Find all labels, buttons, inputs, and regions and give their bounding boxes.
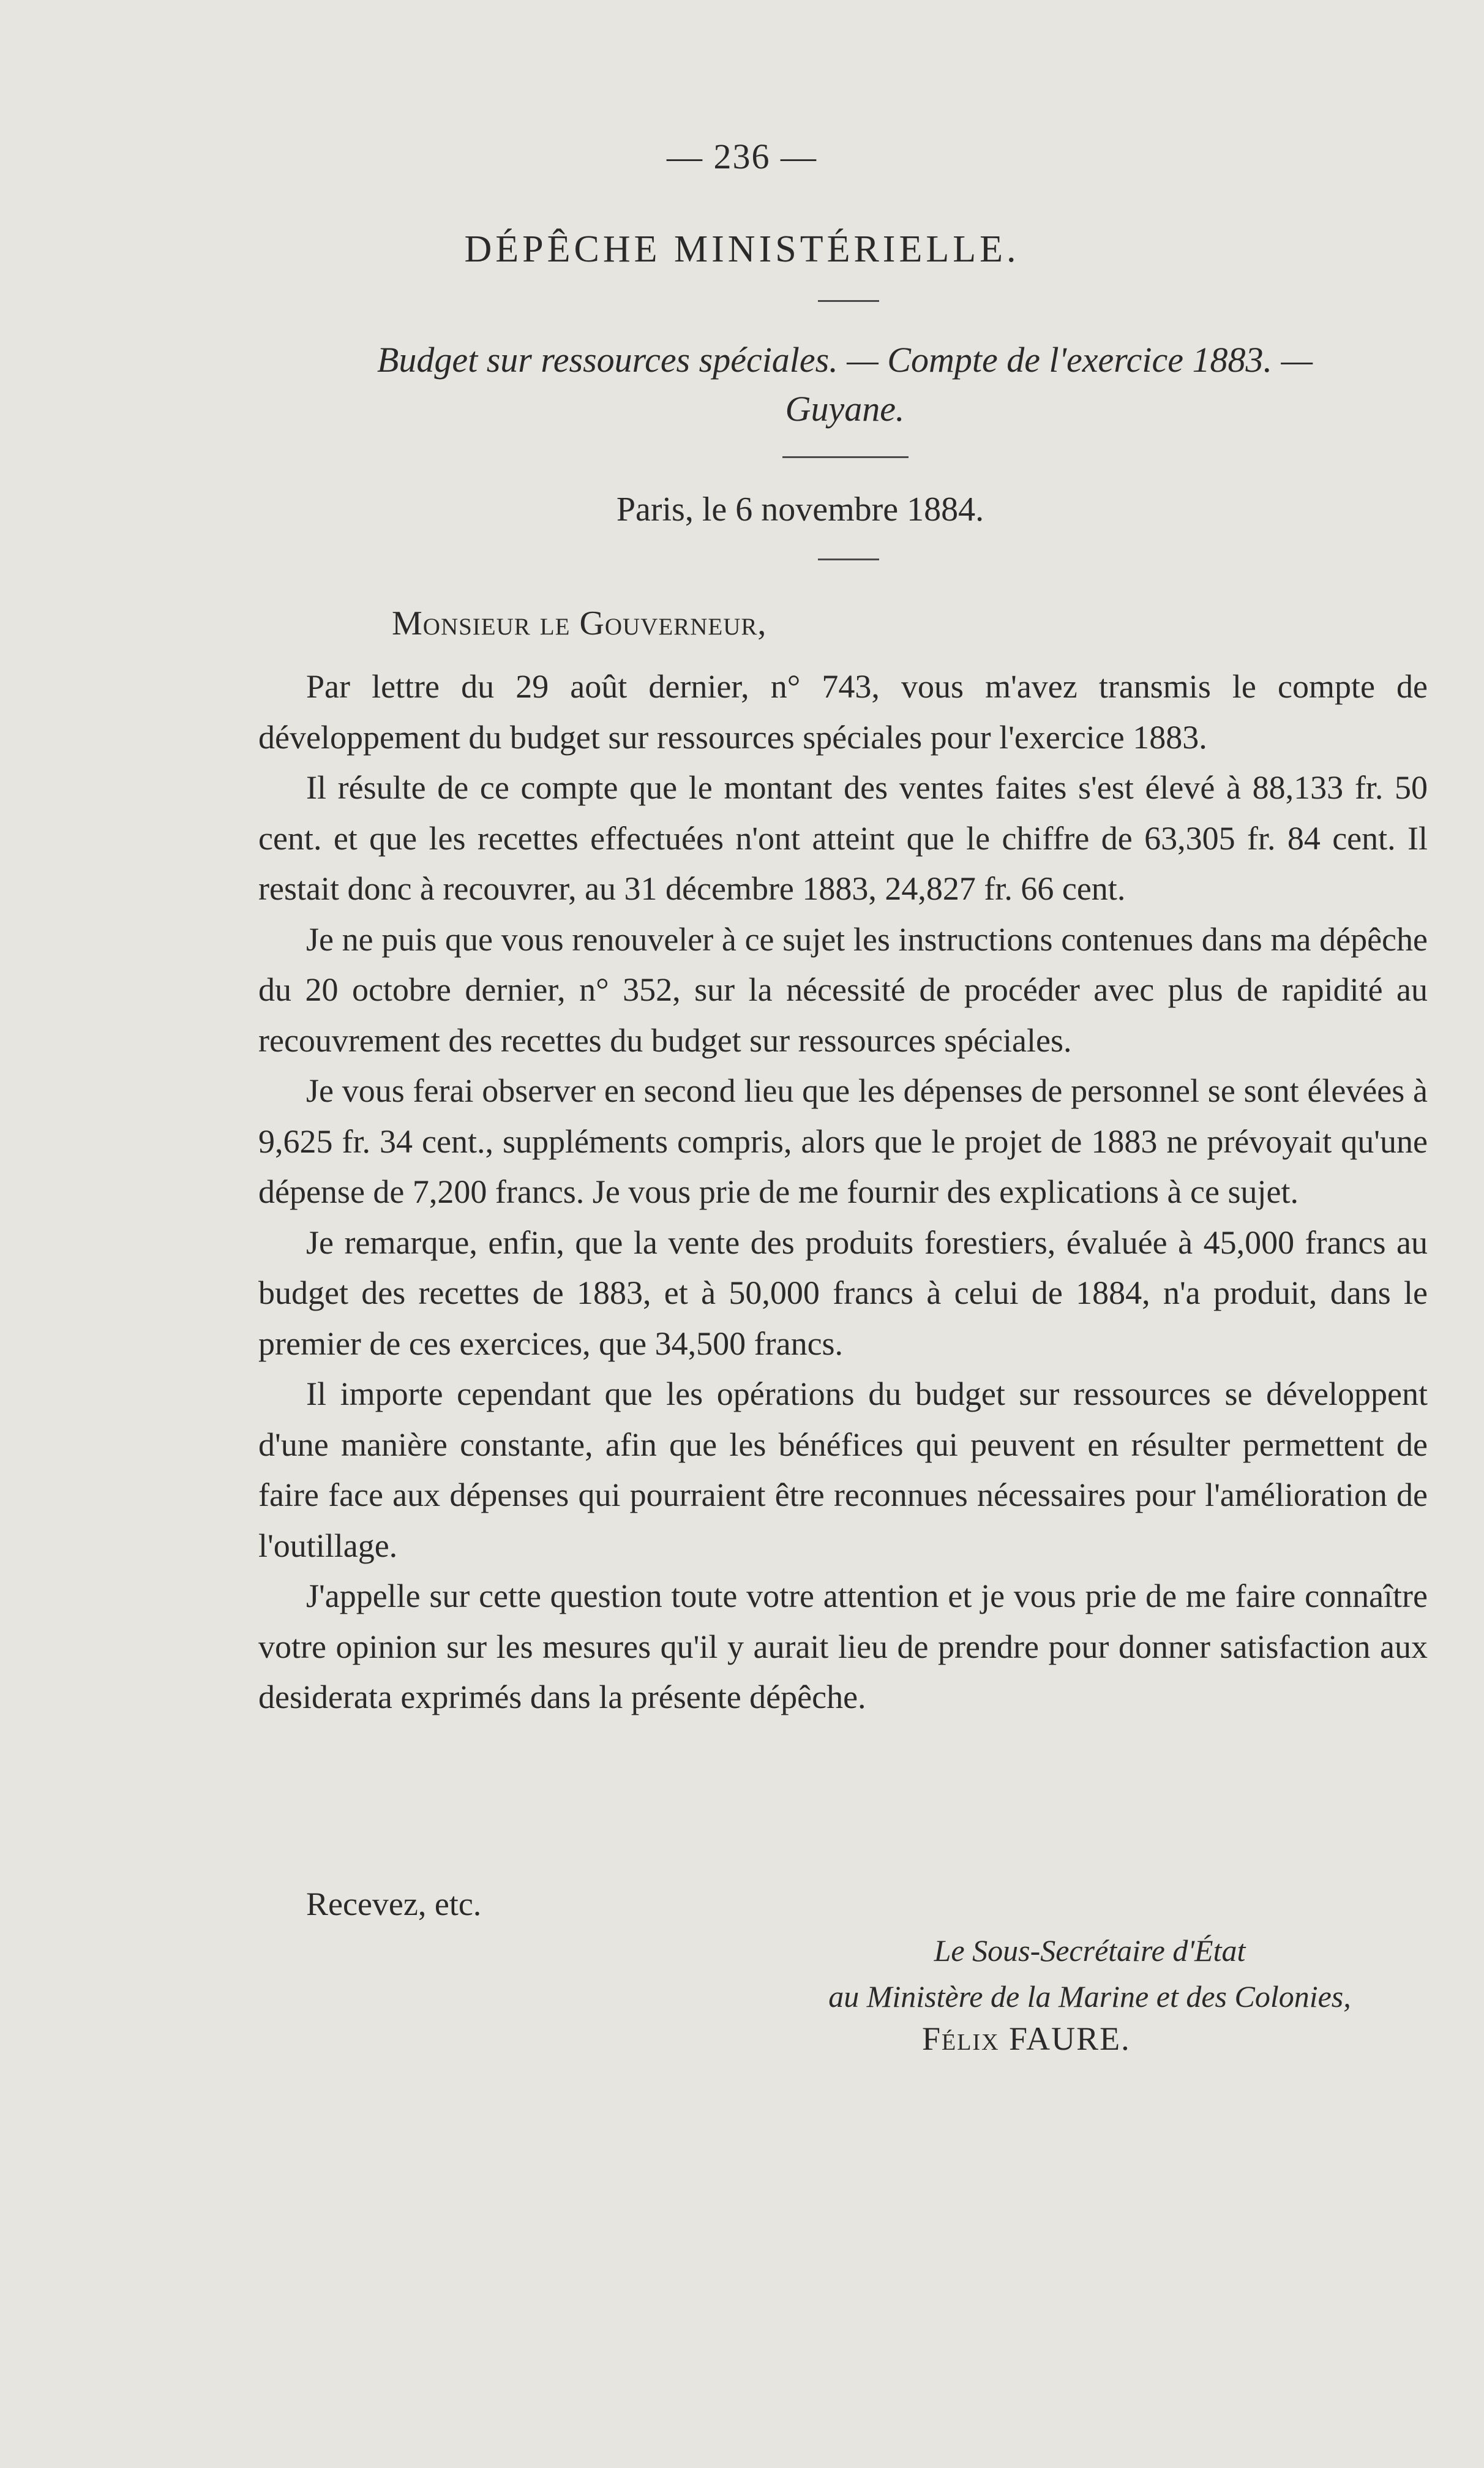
separator-rule [818,559,879,560]
signatory-name: Félix FAURE. [922,2020,1131,2057]
body-paragraph: J'appelle sur cette question toute votre attention et je vous prie de me faire connaître votre opinion sur les mesures qu'il y aurait lieu de prendre pour donner satisfaction aux desiderata exprimés dans la présente dépêche. [258,1578,1428,1715]
subtitle-line: Guyane. [785,389,905,429]
body-paragraph: Je ne puis que vous renouveler à ce sujet les instructions contenues dans ma dépêche du 20 octobre dernier, n° 352, sur la nécessité de procéder avec plus de rapidité au recouvrement des recettes du budget sur ressources spéciales. [258,920,1428,1059]
letter-body [258,661,1428,1723]
signature-title-line: Le Sous-Secrétaire d'État [934,1933,1246,1968]
page-number: — 236 — [667,137,817,176]
subtitle-line: Budget sur ressources spéciales. — Compte de l'exercice 1883. — [377,340,1313,380]
dateline: Paris, le 6 novembre 1884. [616,491,984,529]
body-paragraph: Je vous ferai observer en second lieu que les dépenses de personnel se sont élevées à 9,625 fr. 34 cent., suppléments compris, alors que le projet de 1883 ne prévoyait qu'une dépense de 7,200 francs. Je vous prie de me fournir des explications à ce sujet. [258,1072,1428,1210]
separator-rule [782,456,909,458]
document-heading: DÉPÊCHE MINISTÉRIELLE. [464,228,1020,270]
separator-rule [818,300,879,302]
signature-title-line: au Ministère de la Marine et des Colonies, [828,1979,1351,2014]
body-paragraph: Il importe cependant que les opérations du budget sur ressources se développent d'une manière constante, afin que les bénéfices qui peuvent en résulter permettent de faire face aux dépenses qui pourraient être reconnues nécessaires pour l'amélioration de l'outillage. [258,1375,1428,1564]
signature-title [765,1928,1414,2020]
salutation: Monsieur le Gouverneur, [392,604,767,642]
document-subtitle [306,336,1384,434]
body-paragraph: Par lettre du 29 août dernier, n° 743, vous m'avez transmis le compte de développement du budget sur ressources spéciales pour l'exercice 1883. [258,668,1428,756]
body-paragraph: Je remarque, enfin, que la vente des produits forestiers, évaluée à 45,000 francs au budget des recettes de 1883, et à 50,000 francs à celui de 1884, n'a produit, dans le premier de ces exercices, que 34,500 francs. [258,1224,1428,1362]
closing-formula: Recevez, etc. [306,1886,482,1922]
body-paragraph: Il résulte de ce compte que le montant des ventes faites s'est élevé à 88,133 fr. 50 cent. et que les recettes effectuées n'ont atteint que le chiffre de 63,305 fr. 84 cent. Il restait donc à recouvrer, au 31 décembre 1883, 24,827 fr. 66 cent. [258,769,1428,907]
